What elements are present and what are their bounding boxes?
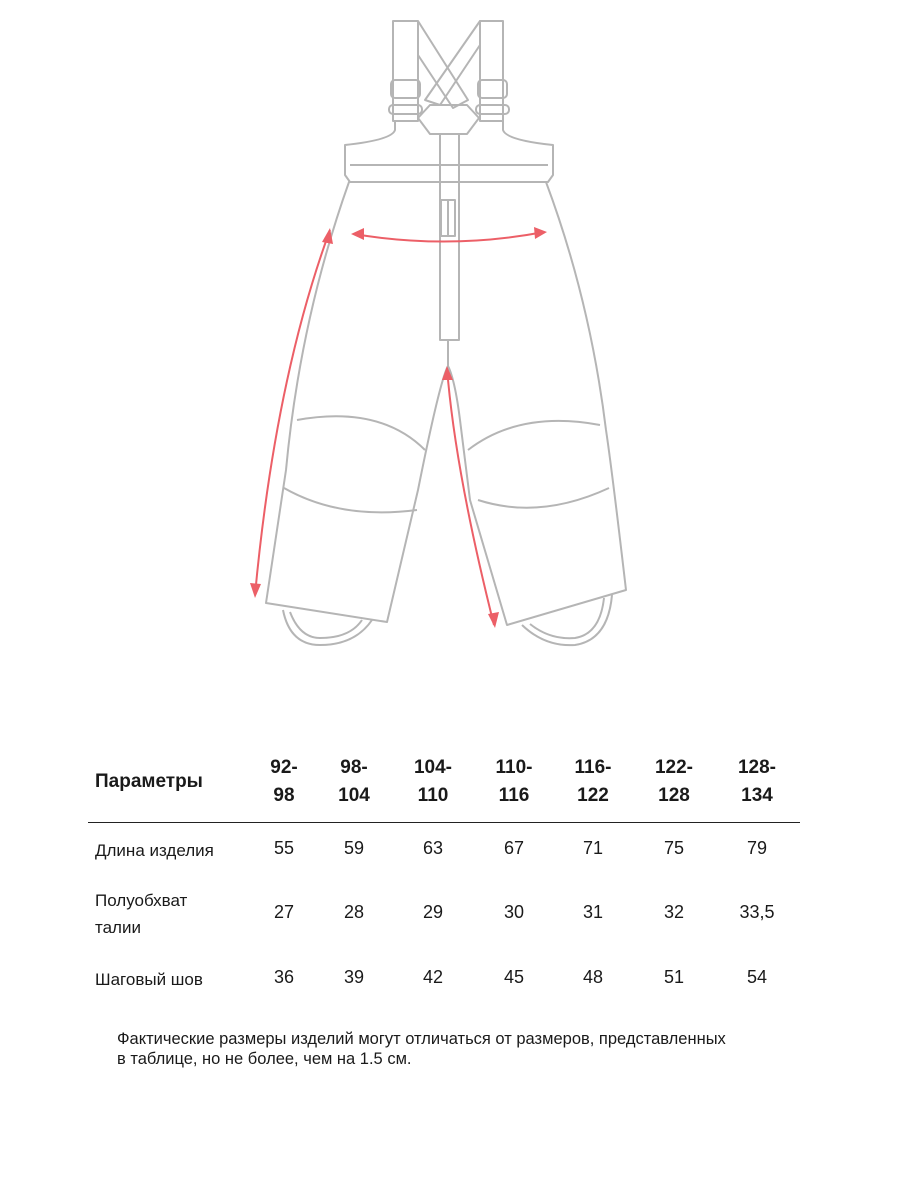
size-line: 104 [338,785,370,806]
table-cell: 28 [343,902,365,922]
footnote-line: Фактические размеры изделий могут отличаться от размеров, представленных [117,1030,726,1048]
size-line: 110 [417,785,449,806]
right-knee-panel [468,421,609,508]
size-header [717,754,797,810]
row-label-length: Длина изделия [95,841,214,860]
row-label-waist [95,887,187,941]
bib [345,120,553,182]
table-header-parameters: Параметры [95,771,203,792]
left-knee-panel [284,416,425,512]
table-cell: 75 [663,838,685,858]
size-line: 128- [737,757,777,778]
size-header [553,754,633,810]
size-line: 116- [574,757,612,778]
size-line: 116 [498,785,530,806]
table-cell: 59 [343,838,365,858]
table-cell: 42 [422,967,444,987]
table-cell: 31 [582,902,604,922]
size-line: 128 [658,785,690,806]
table-cell: 48 [582,967,604,987]
header-divider [88,822,800,823]
center-buckle [418,105,479,134]
table-cell: 71 [582,838,604,858]
row-label-inseam: Шаговый шов [95,970,203,989]
table-cell: 33,5 [739,902,775,922]
size-line: 104- [413,757,453,778]
size-line: 134 [741,785,773,806]
footnote-line: в таблице, но не более, чем на 1.5 см. [117,1050,412,1068]
table-cell: 51 [663,967,685,987]
footnote [117,1029,817,1069]
table-cell: 63 [422,838,444,858]
size-header [393,754,473,810]
table-cell: 79 [746,838,768,858]
right-foot-strap [522,595,612,645]
table-cell: 36 [273,967,295,987]
size-header [244,754,324,810]
size-line: 110- [495,757,533,778]
table-cell: 30 [503,902,525,922]
size-line: 122- [654,757,694,778]
table-cell: 67 [503,838,525,858]
table-cell: 39 [343,967,365,987]
label-line: Полуобхват [95,891,188,910]
left-foot-strap [283,610,372,645]
size-line: 98- [340,757,368,778]
size-header [634,754,714,810]
size-header [314,754,394,810]
table-cell: 27 [273,902,295,922]
pants-outline [266,182,626,625]
size-header [474,754,554,810]
size-line: 98 [273,785,295,806]
table-cell: 54 [746,967,768,987]
table-cell: 55 [273,838,295,858]
table-cell: 45 [503,967,525,987]
label-line: талии [95,918,141,937]
table-cell: 32 [663,902,685,922]
table-cell: 29 [422,902,444,922]
size-line: 92- [270,757,298,778]
size-line: 122 [577,785,609,806]
